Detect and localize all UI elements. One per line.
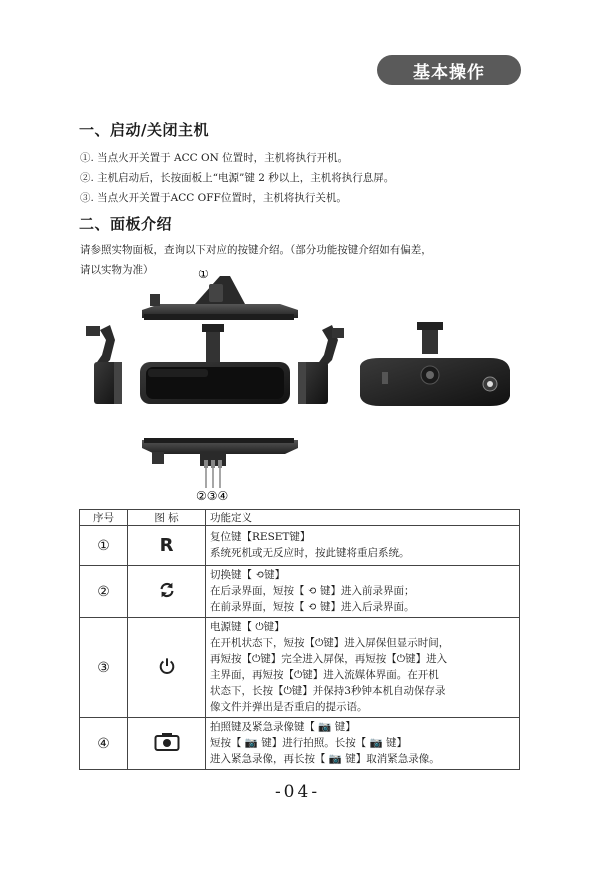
desc-line: 拍照键及紧急录像键【 📷 键】 <box>210 721 356 733</box>
table-row <box>80 566 520 618</box>
table-row <box>80 526 520 566</box>
camera-icon <box>154 732 180 752</box>
switch-icon <box>158 581 176 599</box>
right-side-view <box>298 325 344 404</box>
header-num: 序号 <box>80 510 128 526</box>
row-num: ② <box>80 566 128 618</box>
table-row <box>80 618 520 718</box>
callout-top: ① <box>198 270 209 281</box>
header-icon: 图 标 <box>128 510 206 526</box>
desc-line: 切换键【 ⟲键】 <box>210 569 286 581</box>
row-icon-cell <box>128 566 206 618</box>
reset-r-icon: R <box>159 535 174 556</box>
section-badge: 基本操作 <box>377 55 521 85</box>
desc-line: 电源键【 ⏻键】 <box>210 621 285 633</box>
page-number: -04- <box>274 782 321 802</box>
table-row <box>80 718 520 770</box>
device-illustration <box>70 270 530 510</box>
desc-line: 在前录界面，短按【 ⟲ 键】进入后录界面。 <box>210 601 415 613</box>
desc-line: 再短按【⏻键】完全进入屏保，再短按【⏻键】进入 <box>210 653 448 665</box>
desc-line: 状态下，长按【⏻键】并保持3秒钟本机自动保存录 <box>210 685 446 697</box>
row-num: ③ <box>80 618 128 718</box>
desc-line: 像文件并弹出是否重启的提示语。 <box>210 701 368 713</box>
header-function: 功能定义 <box>206 510 520 526</box>
desc-line: 主界面，再短按【⏻键】进入流媒体界面。在开机 <box>210 669 439 681</box>
power-icon <box>158 657 176 675</box>
desc-line: 短按【 📷 键】进行拍照。长按【 📷 键】 <box>210 737 407 749</box>
section1-line-2: ②. 主机启动后，长按面板上“电源”键 2 秒以上，主机将执行息屏。 <box>80 172 395 184</box>
top-view <box>142 276 298 320</box>
section1-title: 一、启动/关闭主机 <box>79 121 209 139</box>
bottom-view <box>142 438 298 488</box>
row-num: ④ <box>80 718 128 770</box>
left-side-view <box>86 325 122 404</box>
row-desc <box>206 566 520 618</box>
section2-title: 二、面板介绍 <box>79 215 173 233</box>
desc-line: 系统死机或无反应时，按此键将重启系统。 <box>210 547 410 559</box>
row-num: ① <box>80 526 128 566</box>
desc-line: 复位键【RESET键】 <box>210 531 311 543</box>
desc-line: 进入紧急录像，再长按【 📷 键】取消紧急录像。 <box>210 753 440 765</box>
row-desc <box>206 526 520 566</box>
callout-bottom: ②③④ <box>196 489 229 503</box>
desc-line: 在后录界面，短按【 ⟲ 键】进入前录界面； <box>210 585 415 597</box>
section1-line-3: ③. 当点火开关置于ACC OFF位置时，主机将执行关机。 <box>80 192 347 204</box>
rear-view <box>360 322 510 406</box>
front-view <box>140 324 290 404</box>
section2-intro-line-1: 请参照实物面板，查询以下对应的按键介绍。（部分功能按键介绍如有偏差， <box>80 244 432 256</box>
row-icon-cell <box>128 526 206 566</box>
row-desc <box>206 718 520 770</box>
section2-intro-line-2: 请以实物为准） <box>80 264 154 276</box>
section1-line-1: ①. 当点火开关置于 ACC ON 位置时，主机将执行开机。 <box>80 152 349 164</box>
desc-line: 在开机状态下，短按【⏻键】进入屏保但显示时间， <box>210 637 450 649</box>
row-icon-cell <box>128 618 206 718</box>
table-header-row <box>80 510 520 526</box>
button-function-table <box>79 509 520 770</box>
row-desc <box>206 618 520 718</box>
row-icon-cell <box>128 718 206 770</box>
